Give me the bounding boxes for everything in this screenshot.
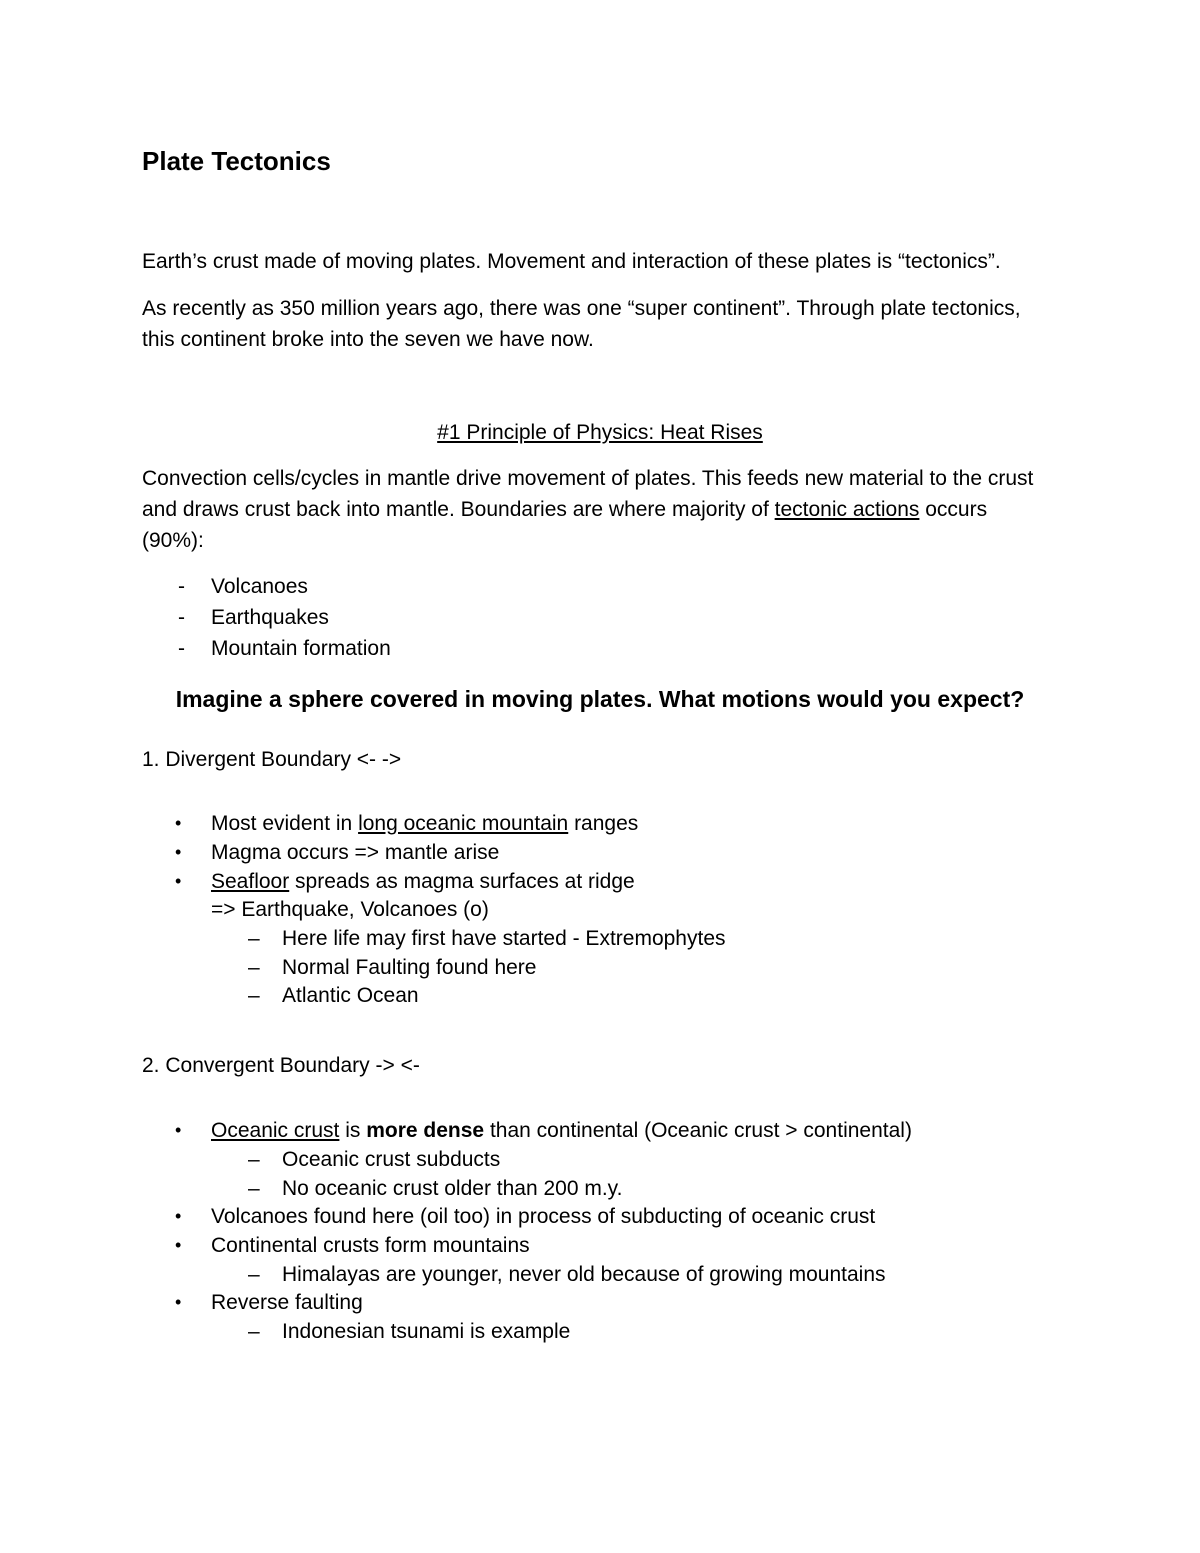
sub-item-text: Here life may first have started - Extremophytes <box>282 927 726 950</box>
list-item-text: Volcanoes <box>211 575 308 598</box>
sub-item-text: Indonesian tsunami is example <box>282 1320 571 1343</box>
sub-marker: – <box>248 927 260 950</box>
principle-line-2-text: and draws crust back into mantle. Boundaries are where majority of <box>142 498 775 521</box>
sub-marker: – <box>248 1263 260 1286</box>
bullet-text: is <box>339 1119 367 1142</box>
convergent-sub-item <box>248 1260 886 1289</box>
convergent-bullet-4 <box>175 1288 363 1317</box>
page-title: Plate Tectonics <box>142 146 331 176</box>
divergent-sub-item <box>248 981 419 1010</box>
intro-paragraph-1: Earth’s crust made of moving plates. Movement and interaction of these plates is “tectonics”. <box>142 250 1001 273</box>
intro-paragraph-2-line-2: this continent broke into the seven we have now. <box>142 328 594 351</box>
bullet-underlined-text: Oceanic crust <box>211 1119 340 1142</box>
bullet-marker: • <box>175 842 182 862</box>
convergent-bullet-3 <box>175 1231 530 1260</box>
list-item-text: Mountain formation <box>211 637 391 660</box>
list-item <box>178 572 308 601</box>
convergent-heading: 2. Convergent Boundary -> <- <box>142 1054 420 1077</box>
list-item-text: Earthquakes <box>211 606 329 629</box>
sub-item-text: Himalayas are younger, never old because of growing mountains <box>282 1263 886 1286</box>
convergent-sub-item <box>248 1317 571 1346</box>
bullet-underlined-text: Seafloor <box>211 870 290 893</box>
bullet-text: Volcanoes found here (oil too) in process of subducting of oceanic crust <box>211 1205 876 1228</box>
bullet-text: Reverse faulting <box>211 1291 363 1314</box>
sub-marker: – <box>248 1148 260 1171</box>
tectonic-actions-term: tectonic actions <box>774 498 920 521</box>
bullet-text: Most evident in <box>211 812 359 835</box>
bullet-marker: • <box>175 871 182 891</box>
divergent-bullet-2 <box>175 838 500 867</box>
convergent-bullet-2 <box>175 1202 876 1231</box>
dash-marker: - <box>178 637 185 660</box>
divergent-sub-item <box>248 924 726 953</box>
principle-line-1: Convection cells/cycles in mantle drive movement of plates. This feeds new material to the crust <box>142 467 1034 490</box>
sub-item-text: Atlantic Ocean <box>282 984 419 1007</box>
divergent-heading: 1. Divergent Boundary <- -> <box>142 748 402 771</box>
convergent-bullet-1 <box>175 1116 912 1145</box>
question-heading: Imagine a sphere covered in moving plates. What motions would you expect? <box>175 686 1025 712</box>
bullet-text: spreads as magma surfaces at ridge <box>289 870 635 893</box>
sub-marker: – <box>248 956 260 979</box>
dash-marker: - <box>178 575 185 598</box>
convergent-sub-item <box>248 1145 501 1174</box>
sub-marker: – <box>248 1320 260 1343</box>
bullet-bold-text: more dense <box>366 1119 485 1142</box>
bullet-underlined-text: long oceanic mountain <box>358 812 569 835</box>
bullet-text: than continental (Oceanic crust > continental) <box>484 1119 912 1142</box>
bullet-text: Continental crusts form mountains <box>211 1234 530 1257</box>
divergent-bullet-3 <box>175 867 635 896</box>
bullet-marker: • <box>175 1292 182 1312</box>
sub-item-text: Oceanic crust subducts <box>282 1148 501 1171</box>
intro-paragraph-2-line-1: As recently as 350 million years ago, there was one “super continent”. Through plate tectonics, <box>142 297 1021 320</box>
bullet-marker: • <box>175 1206 182 1226</box>
bullet-marker: • <box>175 1120 182 1140</box>
bullet-text: Magma occurs => mantle arise <box>211 841 500 864</box>
list-item <box>178 603 329 632</box>
sub-item-text: Normal Faulting found here <box>282 956 537 979</box>
bullet-marker: • <box>175 813 182 833</box>
divergent-sub-item <box>248 953 537 982</box>
list-item <box>178 634 391 663</box>
principle-line-2 <box>142 494 987 525</box>
divergent-bullet-3-continued: => Earthquake, Volcanoes (o) <box>211 898 489 921</box>
bullet-marker: • <box>175 1235 182 1255</box>
sub-item-text: No oceanic crust older than 200 m.y. <box>282 1177 623 1200</box>
sub-marker: – <box>248 1177 260 1200</box>
principle-line-3: (90%): <box>142 529 204 552</box>
dash-marker: - <box>178 606 185 629</box>
sub-marker: – <box>248 984 260 1007</box>
bullet-text: ranges <box>568 812 639 835</box>
principle-heading: #1 Principle of Physics: Heat Rises <box>437 421 763 444</box>
convergent-sub-item <box>248 1174 623 1203</box>
divergent-bullet-1 <box>175 809 639 838</box>
principle-line-2-end: occurs <box>919 498 988 521</box>
